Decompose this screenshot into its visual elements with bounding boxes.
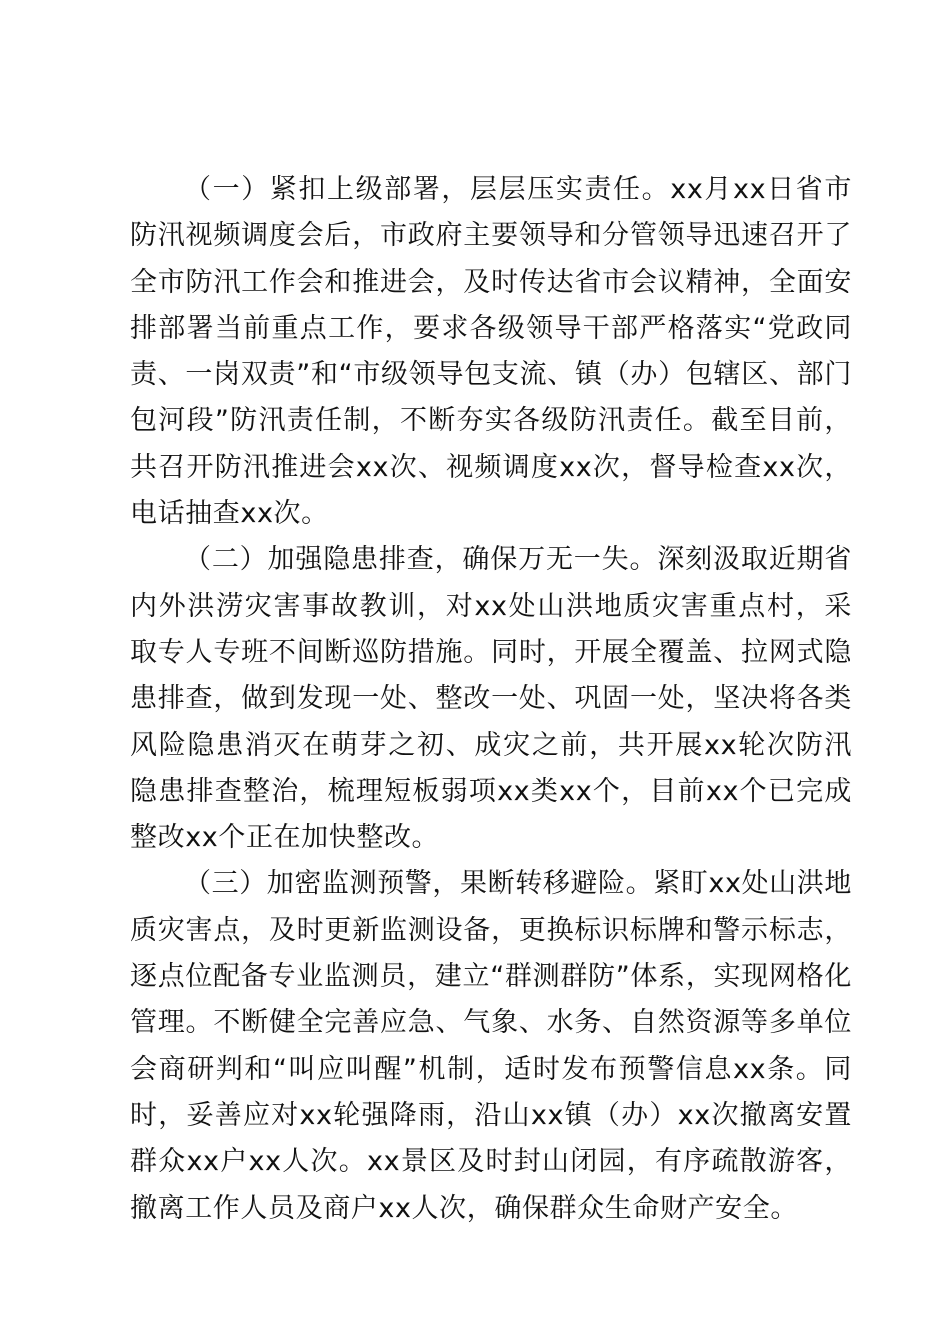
paragraph-section-1: （一）紧扣上级部署，层层压实责任。xx月xx日省市防汛视频调度会后，市政府主要领导和分管领导迅速召开了全市防汛工作会和推进会，及时传达省市会议精神，全面安排部署当前重点工作，要求各级领导干部严格落实“党政同责、一岗双责”和“市级领导包支流、镇（办）包辖区、部门包河段”防汛责任制，不断夯实各级防汛责任。截至目前，共召开防汛推进会xx次、视频调度xx次，督导检查xx次，电话抽查xx次。 (130, 174, 852, 530)
paragraph-section-3: （三）加密监测预警，果断转移避险。紧盯xx处山洪地质灾害点，及时更新监测设备，更换标识标牌和警示标志，逐点位配备专业监测员，建立“群测群防”体系，实现网格化管理。不断健全完善应急、气象、水务、自然资源等多单位会商研判和“叫应叫醒”机制，适时发布预警信息xx条。同时，妥善应对xx轮强降雨，沿山xx镇（办）xx次撤离安置群众xx户xx人次。xx景区及时封山闭园，有序疏散游客，撤离工作人员及商户xx人次，确保群众生命财产安全。 (130, 868, 852, 1224)
paragraph-section-2: （二）加强隐患排查，确保万无一失。深刻汲取近期省内外洪涝灾害事故教训，对xx处山洪地质灾害重点村，采取专人专班不间断巡防措施。同时，开展全覆盖、拉网式隐患排查，做到发现一处、整改一处、巩固一处，坚决将各类风险隐患消灭在萌芽之初、成灾之前，共开展xx轮次防汛隐患排查整治，梳理短板弱项xx类xx个，目前xx个已完成整改xx个正在加快整改。 (130, 544, 852, 854)
document-body (130, 167, 852, 1232)
